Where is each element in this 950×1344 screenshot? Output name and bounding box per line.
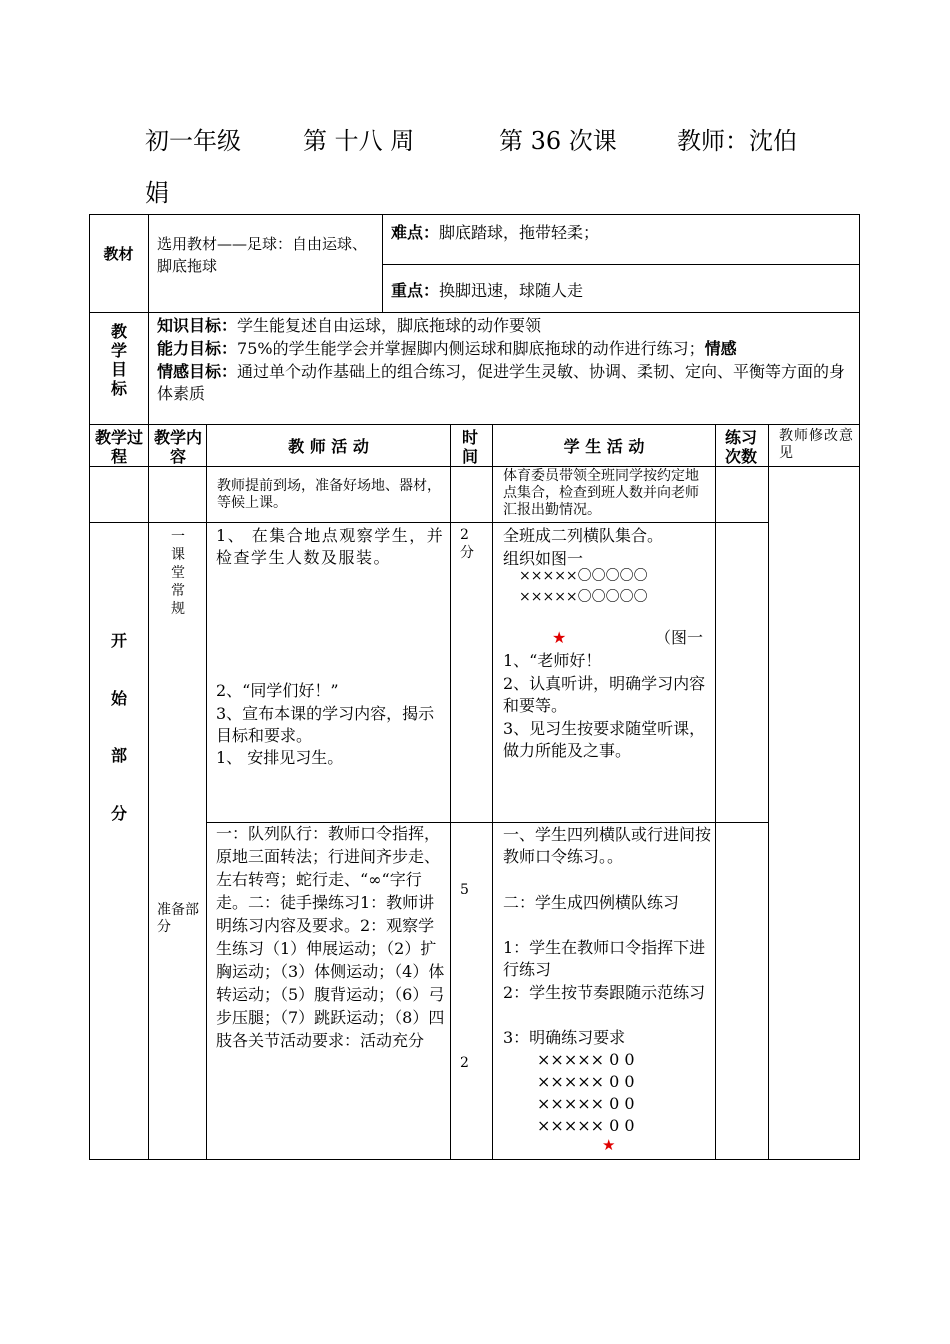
prep-time-1: 5 (460, 882, 469, 898)
ability-objective: 能力目标：75%的学生能学会并掌握脚内侧运球和脚底拖球的动作进行练习；情感 (157, 339, 737, 358)
col-header-content: 教学内容 (153, 428, 202, 466)
figure-one-label: （图一 (655, 628, 704, 647)
prep-student-1: 一、学生四列横队或行进间按教师口令练习。。 (503, 825, 712, 866)
emotion-objective: 情感目标：通过单个动作基础上的组合练习，促进学生灵敏、协调、柔韧、定向、平衡等方面的身体素质 (157, 362, 846, 403)
col-header-time: 时间 (462, 428, 479, 466)
material-label: 教材 (103, 245, 134, 263)
prep-formation-row: ××××× 0 0 (537, 1050, 635, 1069)
prep-content-label: 准备部分 (157, 902, 199, 935)
prep-student-2: 二：学生成四例横队练习 (503, 893, 680, 912)
prep-student-3: 1：学生在教师口令指挥下进行练习 (503, 938, 706, 979)
lesson-number-text: 第 36 次课 (499, 127, 617, 155)
teacher-position-star-icon: ★ (552, 628, 567, 647)
prep-formation-row: ××××× 0 0 (537, 1072, 635, 1091)
pre-student-activity: 体育委员带领全班同学按约定地点集合，检查到班人数并向老师汇报出勤情况。 (503, 468, 699, 518)
prep-time-2: 2 (460, 1055, 469, 1071)
prep-student-4: 2：学生按节奏跟随示范练习 (503, 983, 706, 1002)
grade-text: 初一年级 (145, 127, 241, 155)
teacher-name-text: 教师：沈伯 (677, 127, 797, 155)
start-student-2: 组织如图一 (503, 549, 584, 568)
col-header-process: 教学过程 (94, 428, 143, 466)
prep-teacher-activity: 一：队列队行：教师口令指挥，原地三面转法；行进间齐步走、左右转弯；蛇行走、“∞“字行走。二：徒手操练习1：教师讲明练习内容及要求。2：观察学生练习（1）伸展运动；（2）扩胸运动；（3）体侧运动；（4）体转运动；（5）腹背运动；（6）弓步压腿；（7）跳跃运动；（8）四肢各关节活动要求：活动充分 (216, 824, 445, 1050)
start-student-4: 2、认真听讲，明确学习内容和要等。 (503, 674, 706, 715)
col-header-notes: 教师修改意见 (779, 428, 854, 461)
difficulty-point: 难点：脚底踏球，拖带轻柔； (391, 223, 600, 242)
lesson-plan-table (89, 214, 860, 1160)
col-header-student: 学 生 活 动 (563, 437, 645, 456)
material-content: 选用教材——足球：自由运球、脚底拖球 (157, 235, 368, 275)
start-teacher-1: 1、 在集合地点观察学生，并检查学生人数及服装。 (216, 526, 445, 567)
key-point: 重点：换脚迅速，球随人走 (391, 281, 584, 300)
start-student-3: 1、“老师好！ (503, 651, 602, 670)
start-section-label: 开始部分 (110, 631, 127, 823)
prep-teacher-star-icon: ★ (602, 1136, 616, 1154)
start-content-label: 一课堂常规 (171, 529, 185, 617)
week-text: 第 十八 周 (303, 127, 415, 155)
start-teacher-3: 3、宣布本课的学习内容，揭示目标和要求。 (216, 704, 435, 745)
col-header-reps: 练习次数 (725, 428, 758, 466)
start-teacher-4: 1、 安排见习生。 (216, 748, 344, 767)
prep-formation-row: ××××× 0 0 (537, 1094, 635, 1113)
teacher-name-continued: 娟 (145, 179, 169, 207)
start-student-1: 全班成二列横队集合。 (503, 526, 664, 545)
start-formation-row-1: ×××××〇〇〇〇〇 (519, 568, 648, 584)
start-student-5: 3、见习生按要求随堂听课，做力所能及之事。 (503, 719, 706, 760)
start-time-value: 2 (460, 527, 469, 543)
prep-formation-row: ××××× 0 0 (537, 1116, 635, 1135)
objectives-label: 教学目标 (111, 322, 128, 398)
start-teacher-2: 2、“同学们好！” (216, 681, 339, 700)
col-header-teacher: 教 师 活 动 (288, 437, 369, 456)
start-formation-row-2: ×××××〇〇〇〇〇 (519, 589, 648, 605)
pre-teacher-activity: 教师提前到场，准备好场地、器材，等候上课。 (217, 478, 441, 511)
start-time-unit: 分 (460, 545, 474, 561)
prep-student-5: 3：明确练习要求 (503, 1028, 626, 1047)
knowledge-objective: 知识目标：学生能复述自由运球，脚底拖球的动作要领 (157, 316, 542, 335)
